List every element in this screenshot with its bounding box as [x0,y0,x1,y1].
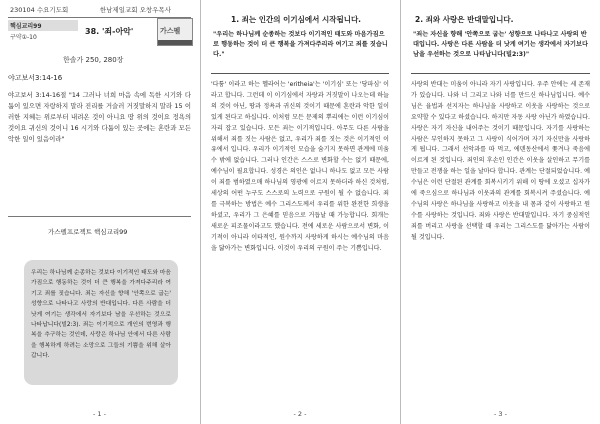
key-quote: "우리는 하나님께 순종하는 것보다 이기적인 태도와 마음가짐으로 행동하는 것이 더 큰 행복을 가져다주리라 여기고 죄를 짓습니다." [213,31,388,58]
quote-divider [411,73,590,74]
logo-band [158,40,192,45]
summary-title: 가스펠프로젝트 핵심교리99 [48,228,128,236]
page-1 [0,0,199,424]
sermon-title: 38. '죄-아악' [85,27,134,36]
badge-volume: 구약①-10 [10,34,37,41]
scripture-text: 야고보서 3:14-16절 "14 그러나 너희 마음 속에 독한 시기와 다툼이 있으면 자랑하지 말라 진리를 거슬러 거짓말하지 말라 15 이러한 지혜는 위로부터 내려온 것이 아니요 땅 위의 것이요 정욕의 것이요 귀신의 것이니 16 시기와 다툼이 있는 곳에는 혼란과 모든 악한 일이 있음이라" [8,91,191,144]
header-right: 한남제일교회 오창우목사 [99,6,171,14]
quote-divider [211,73,389,74]
header-left: 230104 수요기도회 [10,6,69,14]
badge-series: 핵심교리99 [8,20,78,31]
page-2 [201,0,399,424]
key-quote: "죄는 자신을 향해 '안쪽으로 굽는' 성향으로 나타나고 사랑의 반대입니다. 사랑은 다른 사람을 더 낫게 여기는 생각에서 자기보다 남을 우선하는 것으로 나타납니다(빌2:3)" [413,31,588,58]
series-badge [8,20,78,42]
scripture-reference: 야고보서3:14-16 [8,74,63,82]
page-3 [401,0,600,424]
body-text: '다툼' 이라고 하는 헬라어는 'eritheia'는 '이기심' 또는 '당파심' 이라고 합니다. 그런데 이 이기심에서 자랑과 거짓말이 나오는데 하늘의 것이 아닌, 땅과 정욕과 귀신의 것이기 때문에 혼란과 악한 일이 있게 된다고 하십니다. 이처럼 모든 문제의 뿌리에는 이런 이기심이 자리 잡고 있습니다. 모든 죄는 이기적입니다. 아무도 다른 사람을 위해서 죄를 짓는 사람은 없고, 우리가 죄를 짓는 것은 이기적인 이유에서 입니다. 우리가 이기적인 모습을 숨기지 못하면 관계에 미움 수 밖에 없습니다. 그러나 인간은 스스로 변화할 수는 없기 때문에, 예수님이 필요합니다. 성경은 의인은 없나니 하나도 없고 모든 사람이 죄를 범하였으매 하나님의 영광에 이르지 못하더라 하신 것처럼, 세상의 어떤 누구도 스스로의 노력으로 구원이 될 수 없습니다. 죄를 극복하는 방법은 예수 그리스도께서 우리를 위한 완전한 희생을 하셨고, 우리가 그 은혜를 믿음으로 거듭날 때 가능합니다. 회개는 새로운 피조물이라고도 했습니다. 전에 세로운 사람으로서 변화, 이기적이 아니라 이타적인, 원수까지 사랑하게 하시는 예수님의 마음을 닮아가는 변화입니다. 이것이 우리의 구원이 주는 기쁨입니다. [211,81,389,252]
page-number: - 2 - [293,410,307,418]
section-title: 1. 죄는 인간의 이기심에서 시작됩니다. [231,15,362,24]
gospel-project-logo [157,18,193,46]
logo-text: 가스펠 [160,27,181,35]
section-divider [8,216,191,217]
body-text: 사랑의 반대는 미움이 아니라 자기 사랑입니다. 우주 안에는 세 존재가 있습니다. 나와 너 그리고 나와 너를 만드신 하나님입니다. 예수님은 율법과 선지자는 하나님을 사랑하고 이웃을 사랑하는 것으로 요약할 수 있다고 하셨습니다. 하지만 자동 사랑 아닌가 하였습니다. 사랑은 자기 자신을 내어주는 것이기 때문입니다. 자기를 사랑하는 사람은 부인하지 못하고 그 사랑이 식어가며 자기 자신만을 사랑하게 됩니다. 그래서 선악과를 따 먹고, 에덴동산에서 쫓겨나 죽음에 이르게 된 것입니다. 죄인의 후손인 인간은 이웃을 살인하고 무기를 만들고 전쟁을 하는 일을 날마다 합니다. 관계는 단절되었습니다. 예수님은 이런 단절된 관계를 회복시키기 위해 이 땅에 오셨고 십자가에 죽으심으로 하나님과 이웃과의 관계를 회복시켜 주셨습니다. 예수님의 사랑은 하나님을 사랑하고 이웃을 내 몸과 같이 사랑하고 원수를 사랑하는 것입니다. 죄와 사랑은 반대말입니다. 자기 중심적인 죄를 버리고 사랑을 선택할 때 우리는 그리스도를 닮아가는 사람이 될 것입니다. [411,81,590,241]
page-number: - 3 - [494,410,507,418]
hymn-info: 한솔가 250, 280장 [63,56,124,64]
section-title: 2. 죄와 사랑은 반대말입니다. [415,15,514,24]
page-number: - 1 - [93,410,106,418]
summary-box: 우리는 하나님께 순종하는 것보다 이기적인 태도와 마음가짐으로 행동하는 것이 더 큰 행복을 가져다주리라 여기고 죄를 짓습니다. 죄는 자신을 향해 '안쪽으로 굽는' 성향으로 나타나고 사랑의 반대입니다. 다른 사람을 더 낫게 여기는 생각에서 자기보다 남을 우선하는 것으로 나타납니다(빌2:3). 죄는 이기적으로 개인의 번영과 행복을 추구하는 것인데, 사랑은 하나님 안에서 다른 사람을 행복하게 하려는 소망으로 그들의 기쁨을 위해 살아갑니다. [24,260,178,385]
